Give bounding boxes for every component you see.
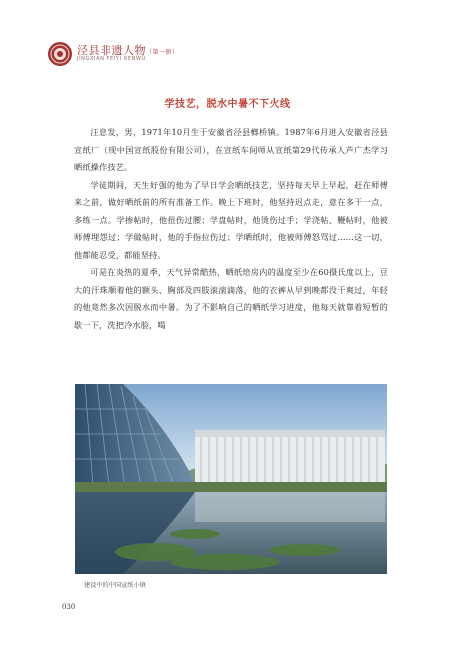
header-pinyin: JINGXIAN FEIYI RENWU <box>77 56 146 62</box>
header-title: 泾县非遗人物（第一册） <box>77 44 179 57</box>
header-volume: （第一册） <box>146 49 179 56</box>
page-number: 030 <box>62 603 76 611</box>
running-header <box>47 41 247 69</box>
section-title: 学技艺，脱水中暑不下火线 <box>164 99 291 110</box>
photo-caption: 建设中的中国宣纸小镇 <box>84 582 146 589</box>
town-photo <box>75 384 387 574</box>
paragraph: 汪息发，男，1971年10月生于安徽省泾县榔桥镇。1987年6月进入安徽省泾县宣纸厂（现中国宣纸股份有限公司），在宣纸车间师从宣纸第29代传承人芦广杰学习晒纸操作技艺。 <box>74 127 388 172</box>
paper-town-illustration <box>75 384 387 574</box>
body-text <box>74 124 388 334</box>
paragraph: 学徒期间，天生好强的他为了早日学会晒纸技艺，坚持每天早上早起，赶在师傅来之前，做好晒纸前的所有准备工作。晚上下班时，他坚持迟点走，意在多干一点，多练一点。学掺帖时，他扭伤过腰；学盘帖时，他烫伤过手；学浇帖、鞭帖时，他被师傅埋怨过；学做帖时，他的手指拉伤过；学晒纸时，他被师傅怒骂过……这一切，他都能忍受，都能坚持。 <box>74 179 388 260</box>
book-emblem-icon <box>47 41 73 67</box>
paragraph: 可是在炎热的夏季，天气异常酷热，晒纸焙房内的温度至少在60摄氏度以上，豆大的汗珠顺着他的额头、胸部及四肢滚滚滴落，他的衣裤从早到晚都没干爽过，年轻的他竟然多次因脱水而中暑。为了不影响自己的晒纸学习进度，他每天就靠着短暂的歇一下，洗把冷水脸，喝 <box>74 267 388 330</box>
